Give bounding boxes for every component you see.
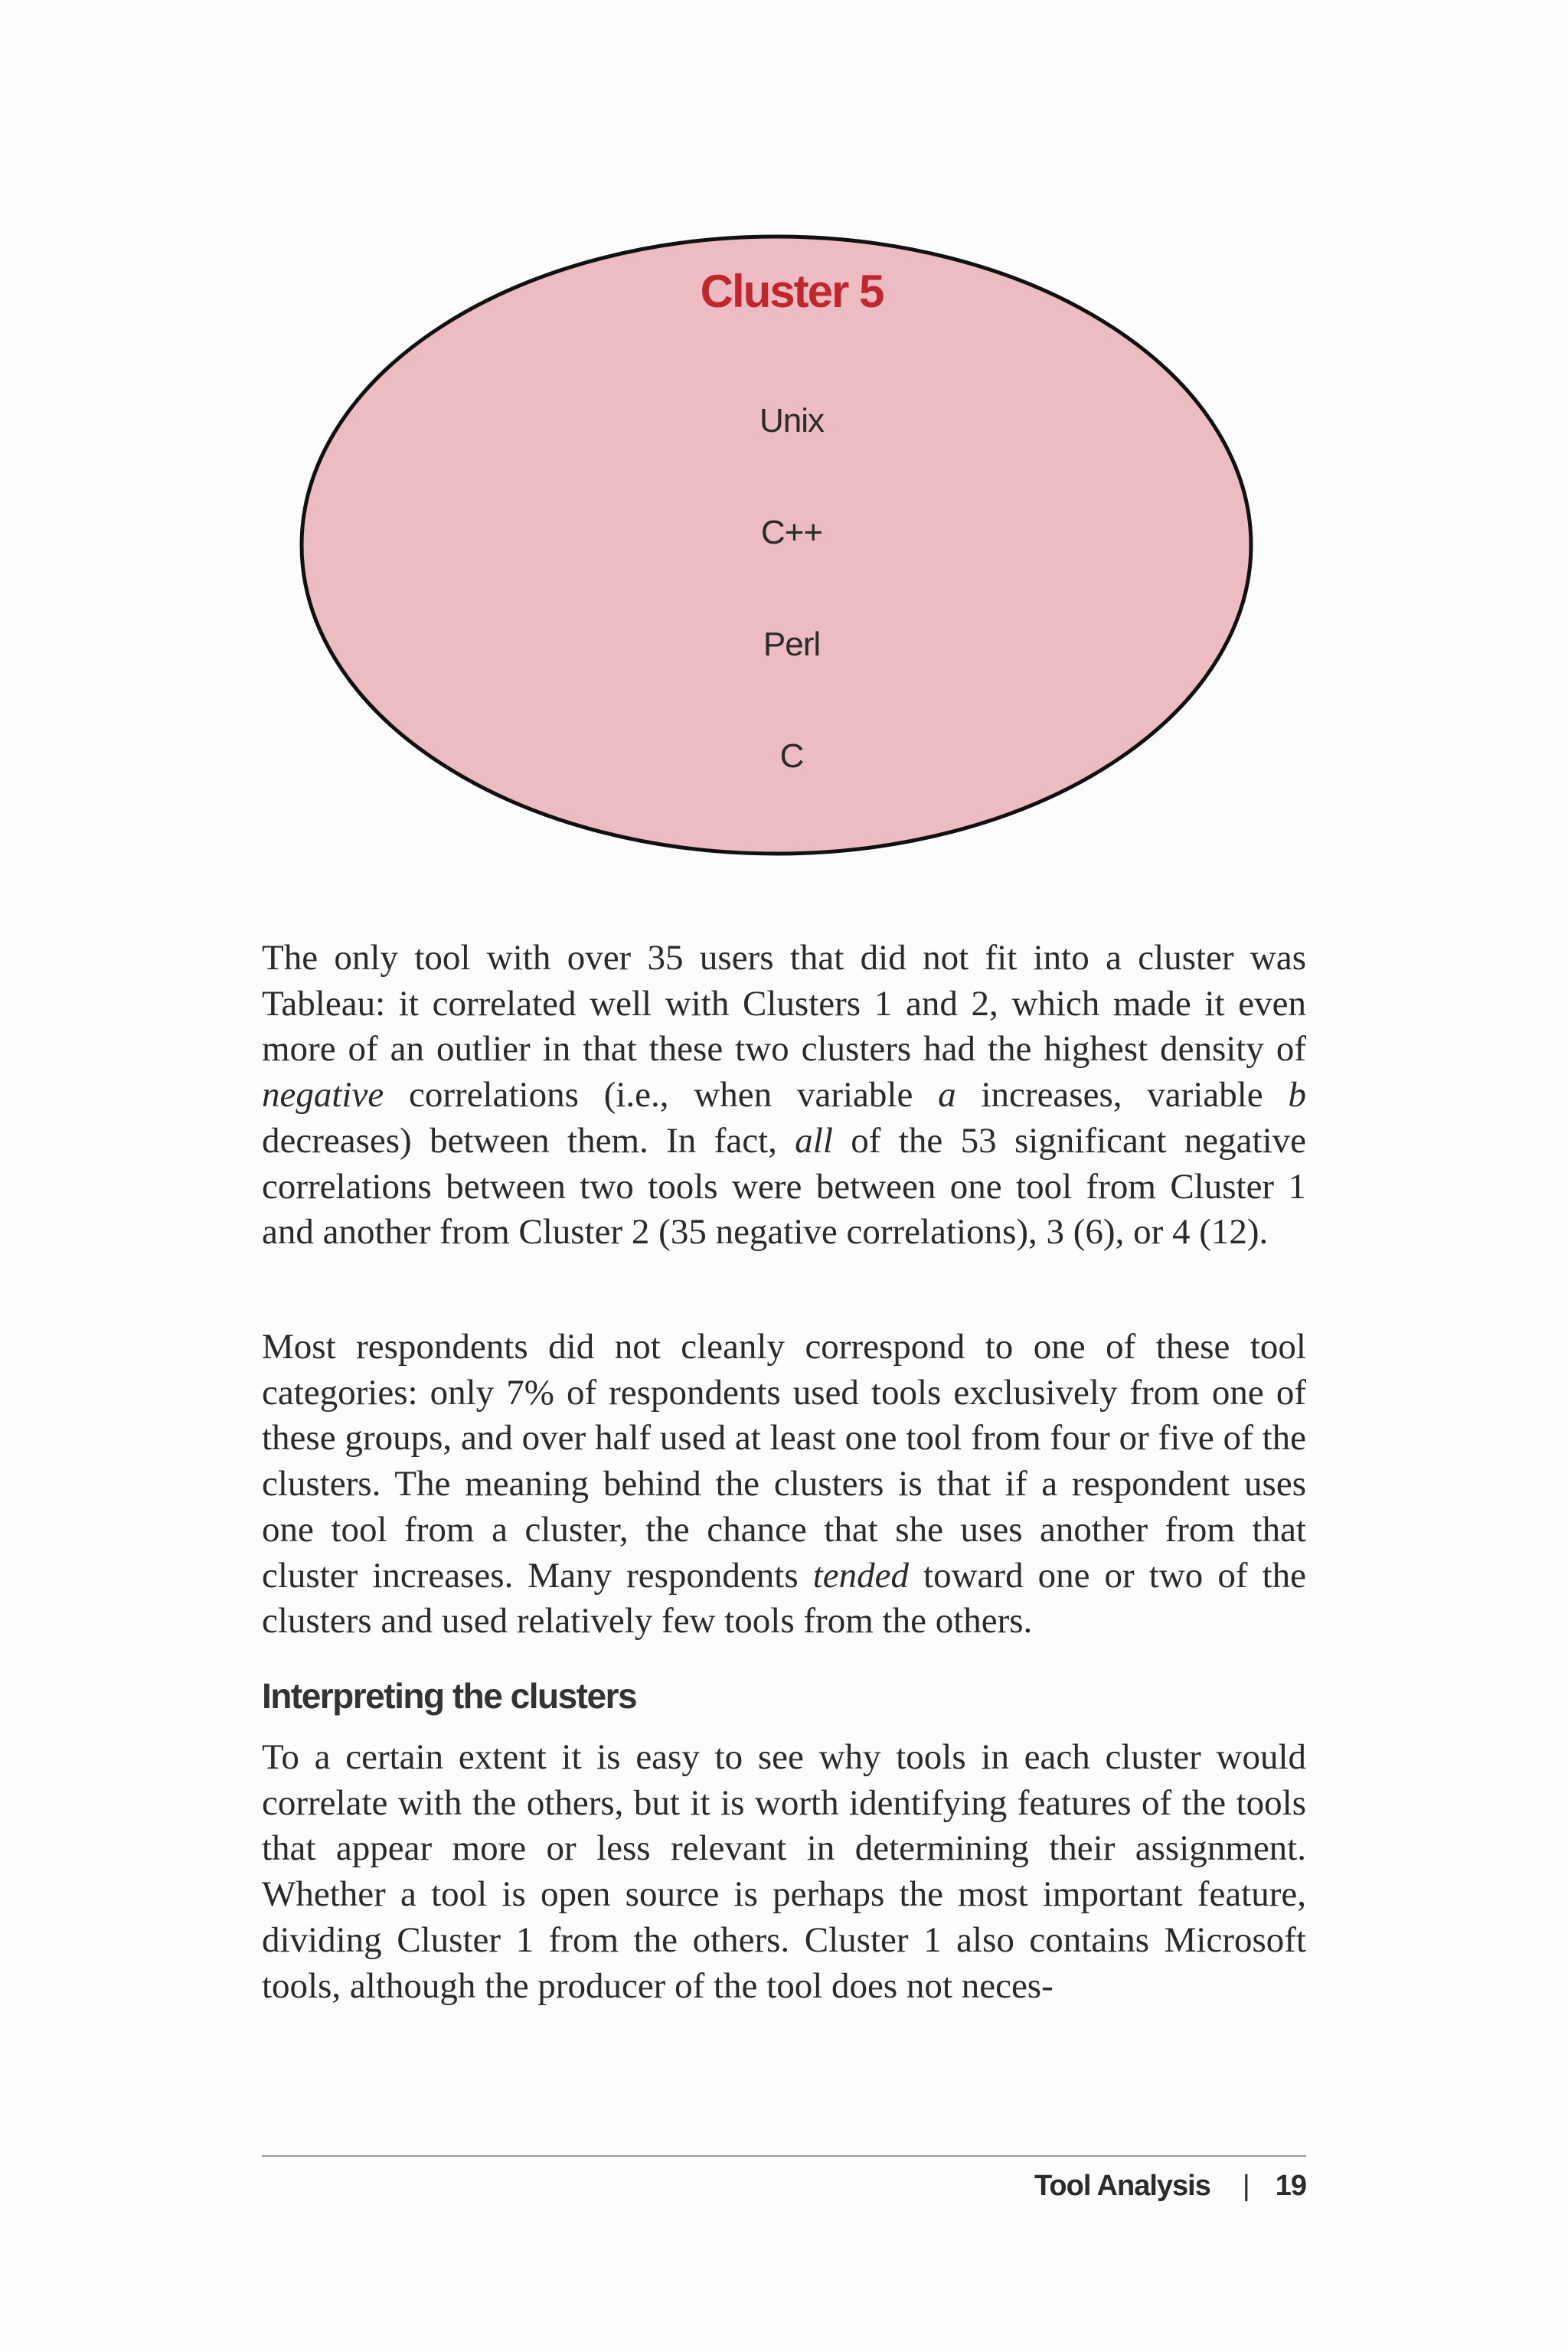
- p1-emphasis-variable-a: a: [938, 1075, 956, 1116]
- cluster-5-diagram: [0, 0, 1568, 873]
- footer-divider: [262, 2155, 1306, 2157]
- footer-section-title: Tool Analysis: [1034, 2170, 1210, 2202]
- p1-text-1: The only tool with over 35 users that did not fit into a cluster was Tableau: it correlated well with Clusters 1 and 2, which made it even more of an outlier in that these two clusters had the highest density of: [262, 938, 1306, 1070]
- p1-text-3: increases, variable: [956, 1075, 1289, 1116]
- p1-text-2: correlations (i.e., when variable: [384, 1075, 939, 1116]
- p2-text-2: toward one or two of the clusters and used relatively few tools from the others.: [262, 1555, 1306, 1642]
- cluster-item-perl: Perl: [763, 626, 821, 663]
- p2-emphasis-tended: tended: [812, 1555, 909, 1596]
- cluster-item-unix: Unix: [759, 402, 825, 439]
- paragraph-respondent-clusters: [262, 1325, 1306, 1645]
- cluster-item-c: C: [779, 737, 804, 775]
- footer-separator: |: [1242, 2170, 1250, 2202]
- page-number: 19: [1275, 2170, 1306, 2202]
- p3-text: To a certain extent it is easy to see why tools in each cluster would correlate with the others, but it is worth identifying features of the tools that appear more or less relevant in determining their assignment. Whether a tool is open source is perhaps the most important feature, dividing Cluster 1 from the others. Cluster 1 also contains Microsoft tools, although the producer of the tool does not neces-: [262, 1737, 1306, 2006]
- paragraph-interpreting-clusters: [262, 1735, 1306, 2009]
- page-footer: [842, 2163, 1306, 2209]
- paragraph-tableau-outlier: [262, 936, 1306, 1256]
- p1-emphasis-all: all: [795, 1120, 833, 1161]
- p1-text-5: of the 53 significant negative correlations between two tools were between one tool from Cluster 1 and another from Cluster 2 (35 negative correlations), 3 (6), or 4 (12).: [262, 1120, 1306, 1253]
- p1-emphasis-variable-b: b: [1288, 1075, 1306, 1116]
- p2-text-1: Most respondents did not cleanly correspond to one of these tool categories: only 7% of respondents used tools exclusively from one of these groups, and over half used at least one tool from four or five of the clusters. The meaning behind the clusters is that if a respondent uses one tool from a cluster, the chance that she uses another from that cluster increases. Many respondents: [262, 1327, 1306, 1596]
- cluster-title: Cluster 5: [700, 266, 884, 317]
- cluster-item-cpp: C++: [760, 514, 823, 551]
- p1-text-4: decreases) between them. In fact,: [262, 1120, 795, 1161]
- p1-emphasis-negative: negative: [262, 1075, 384, 1116]
- section-heading: Interpreting the clusters: [262, 1676, 637, 1716]
